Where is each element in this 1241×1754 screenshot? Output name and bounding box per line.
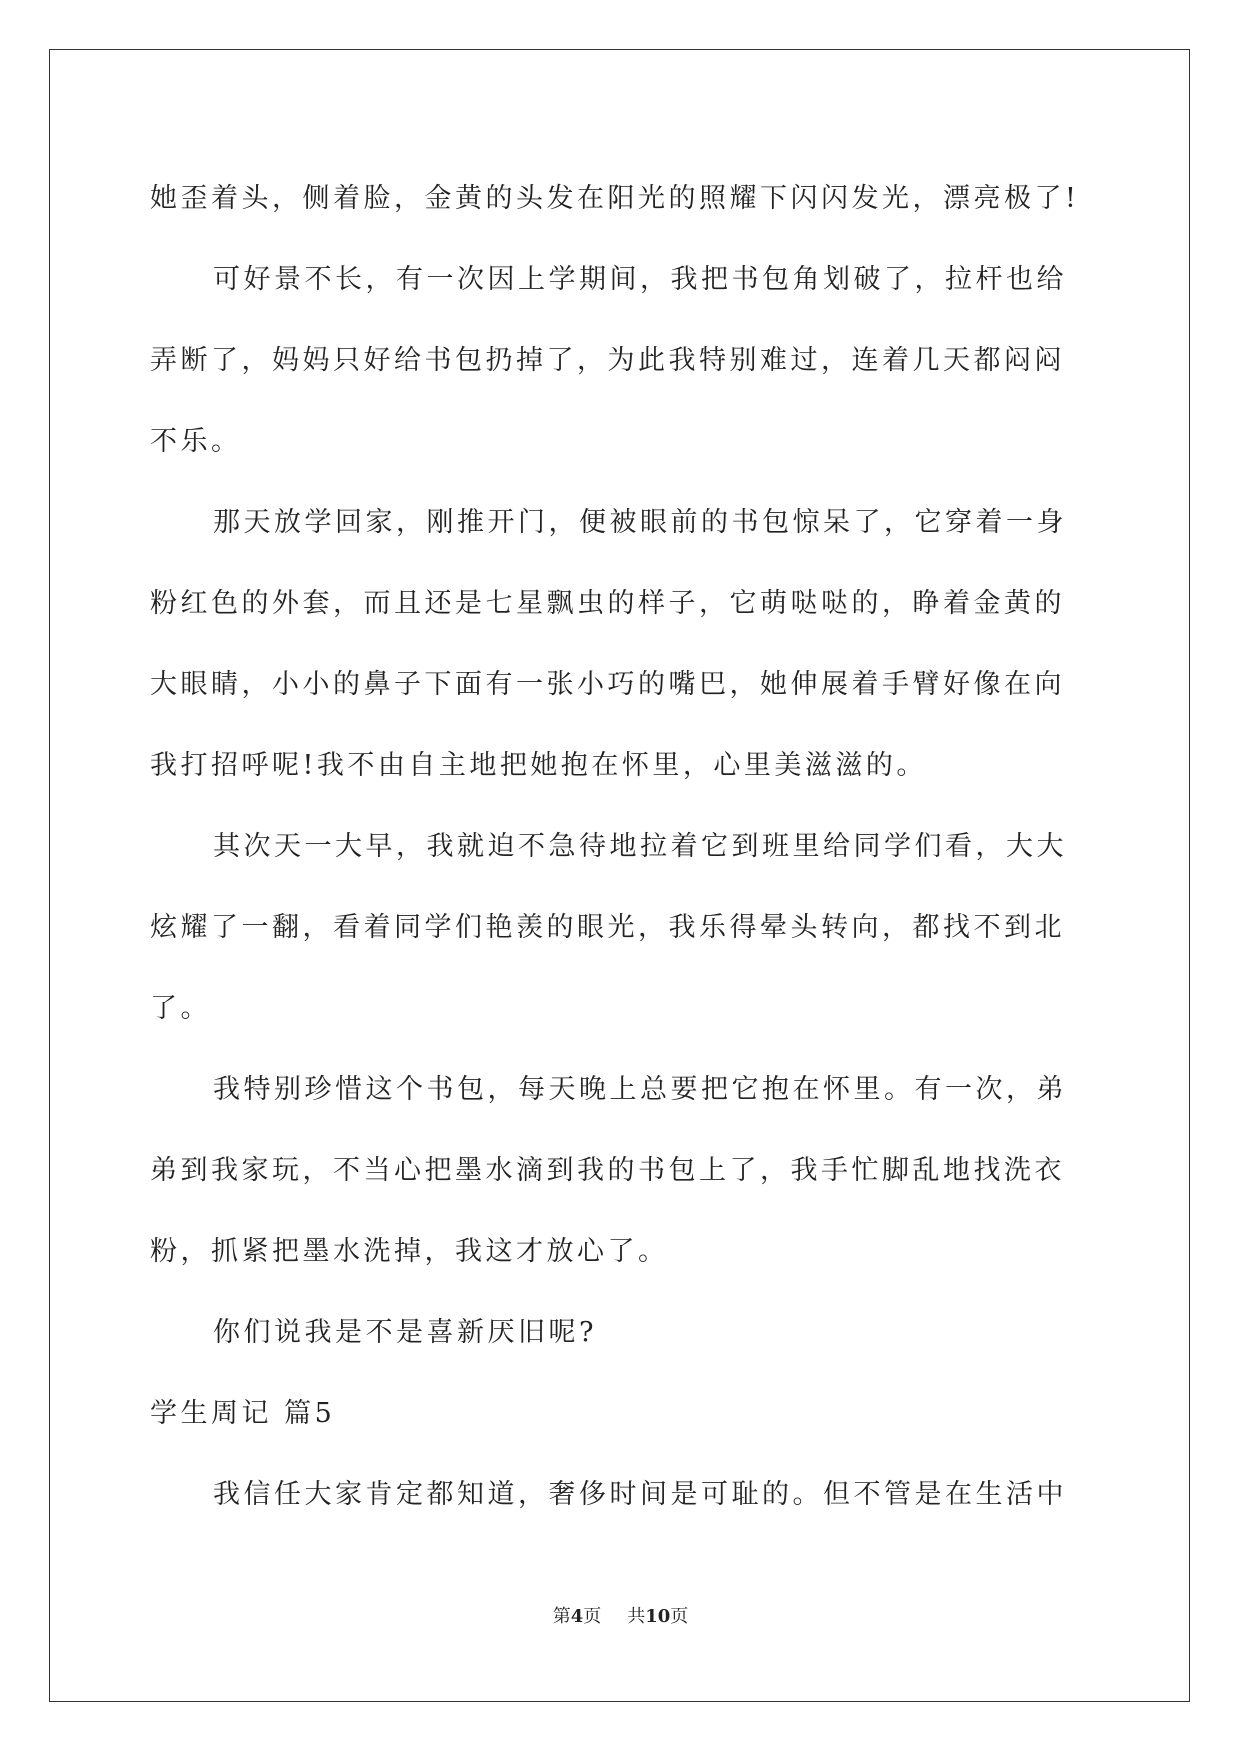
text-line: 我特别珍惜这个书包，每天晚上总要把它抱在怀里。有一次，弟 [213, 1074, 1067, 1105]
page-footer [0, 1602, 1241, 1628]
page-suffix: 页 [583, 1606, 602, 1627]
total-pages: 10 [645, 1606, 671, 1627]
text-line: 可好景不长，有一次因上学期间，我把书包角划破了，拉杆也给 [213, 264, 1067, 295]
text-line: 那天放学回家，刚推开门，便被眼前的书包惊呆了，它穿着一身 [213, 507, 1067, 538]
total-prefix: 共 [627, 1606, 646, 1627]
text-line: 其次天一大早，我就迫不急待地拉着它到班里给同学们看，大大 [213, 831, 1067, 862]
text-line: 粉，抓紧把墨水洗掉，我这才放心了。 [150, 1236, 669, 1267]
text-line: 粉红色的外套，而且还是七星飘虫的样子，它萌哒哒的，睁着金黄的 [150, 588, 1065, 619]
text-line: 我信任大家肯定都知道，奢侈时间是可耻的。但不管是在生活中 [213, 1479, 1067, 1510]
text-line: 了。 [150, 993, 211, 1024]
text-line: 不乐。 [150, 426, 242, 457]
text-line: 她歪着头，侧着脸，金黄的头发在阳光的照耀下闪闪发光，漂亮极了! [150, 183, 1080, 214]
text-line: 炫耀了一翻，看着同学们艳羡的眼光，我乐得晕头转向，都找不到北 [150, 912, 1065, 943]
document-body [150, 158, 1080, 1535]
page-prefix: 第 [552, 1606, 571, 1627]
text-line: 弟到我家玩，不当心把墨水滴到我的书包上了，我手忙脚乱地找洗衣 [150, 1155, 1065, 1186]
text-line: 我打招呼呢!我不由自主地把她抱在怀里，心里美滋滋的。 [150, 750, 927, 781]
text-line: 弄断了，妈妈只好给书包扔掉了，为此我特别难过，连着几天都闷闷 [150, 345, 1065, 376]
section-heading: 学生周记 篇5 [150, 1398, 336, 1429]
text-line: 大眼睛，小小的鼻子下面有一张小巧的嘴巴，她伸展着手臂好像在向 [150, 669, 1065, 700]
total-suffix: 页 [670, 1606, 689, 1627]
page-number: 4 [570, 1606, 584, 1627]
text-line: 你们说我是不是喜新厌旧呢? [213, 1317, 597, 1348]
